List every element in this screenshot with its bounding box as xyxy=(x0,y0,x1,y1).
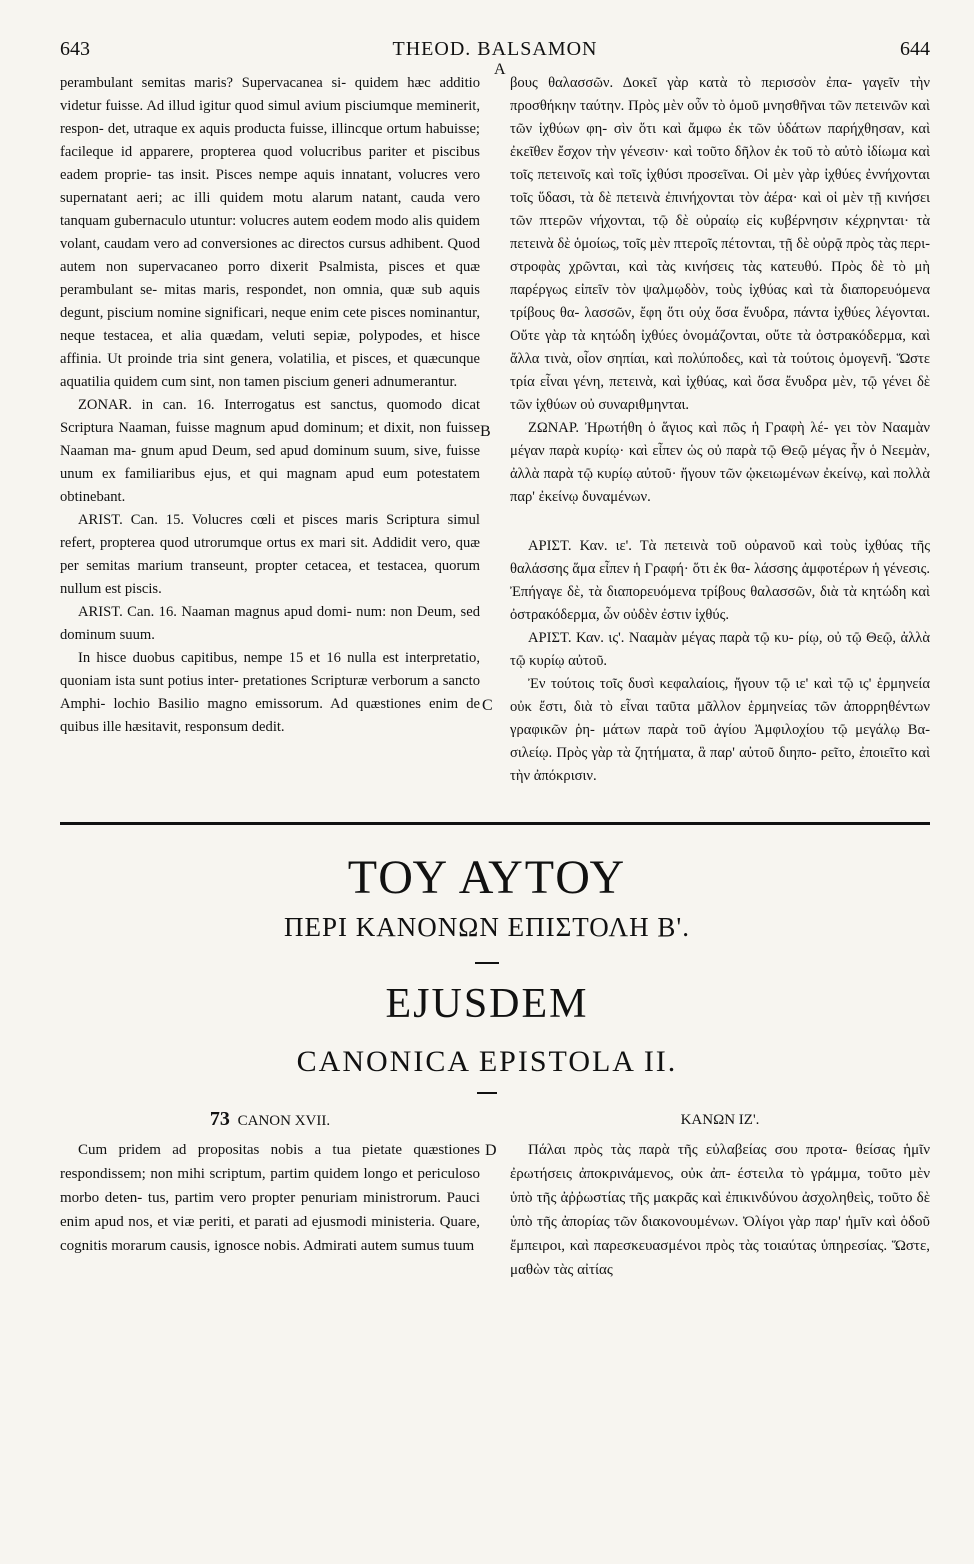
greek-paragraph-closing: Ἐν τούτοις τοῖς δυσὶ κεφαλαίοις, ἤγουν τῷ ιε' καὶ τῷ ις' ἑρμηνεία οὐκ ἔστι, διὰ τὸ εἶναι ταῦτα μᾶλλον ἑρμηνείας τῶν ἀπορρηθέντων γραφικῶν ῥη- μάτων παρὰ τοῦ ἁγίου Ἀμφιλοχίου τῷ μεγάλῳ Βα- σιλείῳ. Πρὸς γὰρ τὰ ζητήματα, ἃ παρ' αὐτοῦ διηπο- ρεῖτο, ἐποιεῖτο καὶ τὴν ἀπόκρισιν. xyxy=(510,676,930,784)
greek-subtitle: ΠΕΡΙ ΚΑΝΟΝΩΝ ΕΠΙΣΤΟΛΗ Β'. xyxy=(284,912,690,942)
latin-paragraph-closing: In hisce duobus capitibus, nempe 15 et 16 nulla est interpretatio, quoniam ista sunt potius inter- pretationes Scripturæ verborum a sancto Amphi- lochio Basilio magno emissorum. Ad quæstiones enim de quibus ille hæsitavit, responsum dedit. xyxy=(60,650,480,735)
greek-paragraph-1: βους θαλασσῶν. Δοκεῖ γὰρ κατὰ τὸ περισσὸν ἐπα- γαγεῖν τὴν προσθήκην ταύτην. Πρὸς μὲν οὖν τὸ ὁμοῦ μνησθῆναι τῶν πετεινῶν καὶ τῶν ἰχθύων φη- σὶν ὅτι καὶ ἄμφω ἐκ τῶν ὑδάτων παρήχθησαν, καὶ ἐκεῖθεν ἔσχον τὴν γένεσιν· καὶ τοῦτο δῆλον ἐκ τοῦ τὸ αὐτὸ ἰδίωμα καὶ τοῖς πετεινοῖς καὶ τοῖς ἰχθύσι προσεῖναι. Οἱ μὲν γὰρ ἰχθύες ἐννήχονται τοῖς ὕδασι, τὰ δὲ πετεινὰ ἐπινήχονται τὸν ἀέρα· καὶ οἱ μὲν τῇ κινήσει τῶν πτερῶν νήχονται, τῷ δὲ οὐραίῳ εἰς κυβέρνησιν κέχρηνται· τὰ πετεινὰ δὲ ὁμοίως, τοῖς μὲν πτεροῖς πέτονται, τῇ δὲ οὐρᾷ πρὸς τὰς περι- στροφὰς χρῶνται, καὶ τὰς κινήσεις τὰς κατευθύ. Πρὸς δὲ τὸ μὴ παρέργως εἰπεῖν τὸν ψαλμῳδὸν, τοὺς ἰχθύας καὶ τὰ διαπορευόμενα τρίβους θα- λασσῶν, ἔφη ὅτι οὐχ ὅσα ἔνυδρα, πάντα ἰχθύες λέγονται. Οὔτε γὰρ τὰ κητώδη ἰχθύες ὀνομάζονται, οὔτε τὰ ὀστρακόδερμα, καὶ ἄλλα τινὰ, οἷον σηπίαι, καὶ πολύποδες, καὶ τὰ τούτοις ὁμογενῆ. Ὥστε τρία εἶναι γένη, πετεινὰ, καὶ ἰχθύας, καὶ ὅσα ἔνυδρα μὲν, τῷ γένει δὲ τῶν ἰχθύων οὐ συναριθμηνται. xyxy=(510,75,930,413)
margin-letter-d: D xyxy=(485,1142,497,1159)
latin-column xyxy=(60,72,480,788)
margin-letter-c: C xyxy=(482,697,493,714)
title-dash-2 xyxy=(477,1092,497,1094)
right-page-number: 644 xyxy=(900,38,930,60)
greek-main-title: ΤΟΥ ΑΥΤΟΥ xyxy=(347,851,627,904)
column-number: 73 xyxy=(209,1108,230,1130)
page xyxy=(60,38,930,788)
greek-paragraph-arist-15: ΑΡΙΣΤ. Καν. ιε'. Τὰ πετεινὰ τοῦ οὐρανοῦ καὶ τοὺς ἰχθύας τῆς θαλάσσης ἅμα εἶπεν ἡ Γραφή· ὅτι ἐκ θα- λάσσης ἀμφοτέρων ἡ γένεσις. Ἐπήγαγε δὲ, τὰ διαπορευόμενα τρίβους θαλασσῶν, διὰ τὰ κητώδη καὶ ὀστρακόδερμα, ὧν οὐδὲν ἐστιν ἰχθύς. xyxy=(510,538,930,623)
latin-canon-label: CANON XVII. xyxy=(237,1113,331,1129)
latin-paragraph-1: perambulant semitas maris? Supervacanea si- quidem hæc additio videtur fuisse. Ad illud igitur quod simul avium pisciumque meminerit, respon- det, utraque ex aquis producta fuisse, illincque ortum habuisse; facileque id apparere, propterea quod volucribus pariter et piscibus eadem proprie- tas insit. Pisces nempe aquis innatant, volucres vero supernatant aeri; ac illi quidem motu alarum natant, cauda vero tanquam gubernaculo utuntur: volucres autem eodem modo alis quidem volant, caudam vero ad conversiones ac directos cursus adhibent. Quod autem non supervacaneo porro dixerit Psalmista, pisces et quæ perambulant se- mitas maris, respondet, non omnia, quæ sub aquis degunt, piscium nomine significari, neque enim cete pisces nominantur, neque testacea, et alia quædam, veluti sepiæ, polypodes, et hisce affinia. Ut proinde tria sint genera, volatilia, et pisces, et quæcunque aquatilia quidem cum sint, non tamen piscium generi adnumerantur. xyxy=(60,75,480,390)
latin-paragraph-zonar: ZONAR. in can. 16. Interrogatus est sanctus, quomodo dicat Scriptura Naaman, fuisse magnum apud dominum; et dixit, non fuisse Naaman ma- gnum apud Deum, sed apud dominum suum, sive, fuisse unum ex familiaribus ejus, et qui magnam apud eum potestatem obtinebant. xyxy=(60,397,480,505)
left-page-number: 643 xyxy=(60,38,90,60)
greek-paragraph-arist-16: ΑΡΙΣΤ. Καν. ις'. Νααμὰν μέγας παρὰ τῷ κυ- ρίῳ, οὐ τῷ Θεῷ, ἀλλὰ τῷ κυρίῳ αὐτοῦ. xyxy=(510,630,930,669)
latin-main-title: EJUSDEM xyxy=(385,981,589,1027)
latin-paragraph-arist-15: ARIST. Can. 15. Volucres cœli et pisces maris Scriptura simul refert, propterea quod utrorumque ortus ex mari sit. Addidit vero, quæ per semitas marium transeunt, propter cetacea, et testacea, quorum nullum est piscis. xyxy=(60,512,480,597)
upper-columns xyxy=(60,72,930,788)
latin-canon-text xyxy=(60,1138,480,1282)
greek-canon-paragraph: Πάλαι πρὸς τὰς παρὰ τῆς εὐλαβείας σου προτα- θείσας ἡμῖν ἐρωτήσεις ἀποκρινάμενος, οὐκ ἀπ- έστειλα τὸ γράμμα, τοῦτο μὲν ὑπὸ τῆς ἀῤῥωστίας τῆς μακρᾶς καὶ ἐπικινδύνου ἀσχοληθεὶς, τοῦτο δὲ ὑπὸ τῆς ἀπορίας τῶν διακονουμένων. Ὀλίγοι γὰρ παρ' ἡμῖν καὶ ὁδοῦ ἔμπειροι, καὶ παρεσκευασμένοι πρὸς τὰς τοιαύτας ὑπηρεσίας. Ὥστε, μαθὼν τὰς αἰτίας xyxy=(510,1142,930,1278)
latin-canon-paragraph: Cum pridem ad propositas nobis a tua pietate quæstiones respondissem; non mihi scriptum, partim quidem longo et periculoso morbo deten- tus, partim vero propter penuriam ministrorum. Pauci enim apud nos, et viæ periti, et parati ad ejusmodi ministeria. Quare, cognitis morarum causis, ignosce nobis. Admirati autem sumus tuum xyxy=(60,1142,480,1254)
greek-column xyxy=(510,72,930,788)
margin-letter-a: A xyxy=(494,61,506,78)
greek-canon-text xyxy=(510,1138,930,1282)
latin-subtitle: CANONICA EPISTOLA II. xyxy=(296,1045,678,1078)
greek-canon-heading: ΚΑΝΩΝ ΙΖ'. xyxy=(680,1112,760,1128)
section-divider xyxy=(60,822,930,825)
margin-letter-b: B xyxy=(480,423,491,440)
greek-paragraph-zonar: ΖΩΝΑΡ. Ἠρωτήθη ὁ ἅγιος καὶ πῶς ἡ Γραφὴ λέ- γει τὸν Νααμὰν μέγαν παρὰ κυρίῳ· καὶ εἶπεν ὡς οὐ παρὰ τῷ Θεῷ μέγας ἦν ὁ Νεεμὰν, ἀλλὰ παρὰ τῷ κυρίῳ αὐτοῦ· ἤγουν τῶν ᾠκειωμένων ἐκείνῳ, καὶ πολλὰ παρ' ἐκείνῳ δυναμένων. xyxy=(510,420,930,505)
latin-canon-heading xyxy=(60,1108,480,1131)
title-dash-1 xyxy=(475,962,499,964)
running-title: THEOD. BALSAMON xyxy=(392,38,598,60)
lower-columns xyxy=(60,1138,930,1282)
latin-paragraph-arist-16: ARIST. Can. 16. Naaman magnus apud domi- num: non Deum, sed dominum suum. xyxy=(60,604,480,643)
